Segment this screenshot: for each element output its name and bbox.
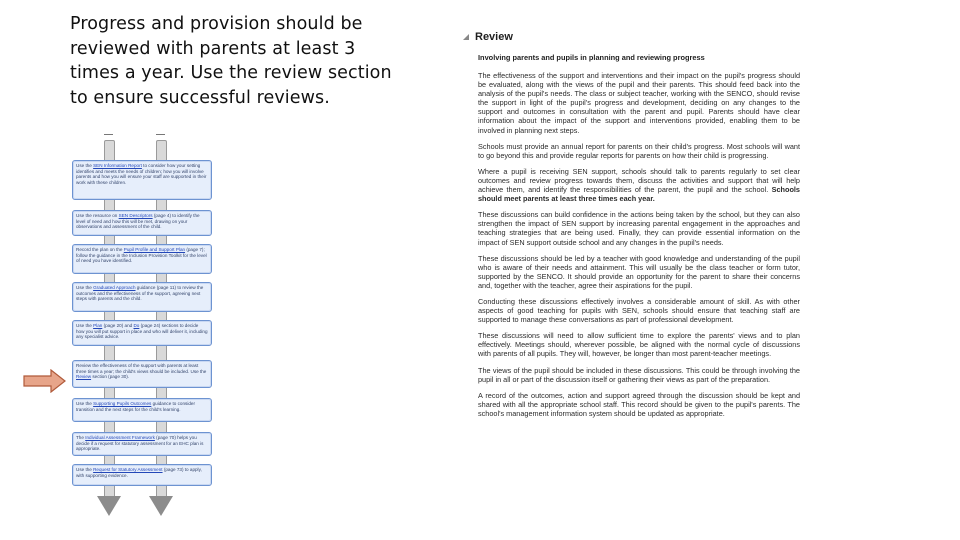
flow-link[interactable]: Supporting Pupils Outcomes xyxy=(93,401,152,406)
down-arrow-icon xyxy=(149,496,173,516)
doc-heading: Review xyxy=(475,31,513,43)
doc-paragraph: A record of the outcomes, action and support agreed through the discussion should be kept and shared with all the appropriate school staff. This record should be given to the pupil's parents. The school's management information system should be updated as appropriate. xyxy=(478,390,800,418)
flow-step-3: Record the plan on the Pupil Profile and Support Plan (page 7); follow the guidance in the Inclusion Provision Toolkit for the level of need you have identified. xyxy=(72,244,212,274)
doc-subheading: Involving parents and pupils in planning and reviewing progress xyxy=(478,53,705,62)
flow-step-7: Use the Supporting Pupils Outcomes guidance to consider transition and the next steps for the child's learning. xyxy=(72,398,212,422)
doc-header xyxy=(463,31,804,43)
right-arrow-icon xyxy=(23,369,67,393)
flow-link[interactable]: Pupil Profile and Support Plan xyxy=(123,247,186,252)
flow-step-2: Use the resource on SEN Descriptors (page 4) to identify the level of need and how this will be met, drawing on your observations and assessment of the child. xyxy=(72,210,212,236)
doc-paragraph: These discussions can build confidence in the actions being taken by the school, but they can also strengthen the impact of SEN support by increasing parental engagement in the approaches and teaching strategies that are being used. Finally, they can provide essential information on the impact of SEN support outside school and any changes in the pupil's needs. xyxy=(478,210,800,247)
collapse-triangle-icon[interactable] xyxy=(463,34,469,40)
flow-link[interactable]: Review xyxy=(76,374,92,380)
flow-step-5: Use the Plan (page 20) and Do (page 24) sections to decide how you will put support in place and who will deliver it, including any specialist advice. xyxy=(72,320,212,346)
flowchart xyxy=(70,140,220,525)
flow-link[interactable]: Do xyxy=(133,323,140,328)
doc-paragraph: Where a pupil is receiving SEN support, schools should talk to parents regularly to set clear outcomes and review progress towards them, discuss the activities and support that will help achieve them, and identify the responsibilities of the parent, the pupil and the school. Schools should meet parents at least three times each year. xyxy=(478,166,800,204)
flow-link[interactable]: Graduated Approach xyxy=(93,285,136,290)
doc-paragraph: Conducting these discussions effectively involves a considerable amount of skill. As with other aspects of good teaching for pupils with SEN, schools should ensure that teaching staff are supported to manage these conversations as part of professional development. xyxy=(478,296,800,325)
flow-link[interactable]: Request for Statutory Assessment xyxy=(93,467,163,472)
intro-text: Progress and provision should be reviewed with parents at least 3 times a year. Use the review section to ensure successful reviews. xyxy=(70,14,392,108)
doc-bold-sentence: Schools should meet parents at least three times each year. xyxy=(478,185,800,204)
flow-step-1: Use the SEN Information Report to consider how your setting identifies and meets the needs of children; how you will involve parents and how you will ensure your staff are supported in their work with these children. xyxy=(72,160,212,200)
flow-step-6: Review the effectiveness of the support with parents at least three times a year; the child's views should be included. Use the Review section (page 30). xyxy=(72,360,212,388)
document-page xyxy=(457,26,804,516)
doc-paragraph: Schools must provide an annual report for parents on their child's progress. Most schools will want to go beyond this and provide regular reports for parents on how their child is progressing. xyxy=(478,141,800,160)
doc-paragraph: The views of the pupil should be included in these discussions. This could be through involving the pupil in all or part of the discussion itself or gathering their views as part of the preparation. xyxy=(478,365,800,384)
flow-step-8: The Individual Assessment Framework (page 70) helps you decide if a request for statutory assessment for an EHC plan is appropriate. xyxy=(72,432,212,456)
doc-paragraph: These discussions should be led by a teacher with good knowledge and understanding of the pupil who is aware of their needs and attainment. This will usually be the class teacher or form tutor, supported by the SENCO. It should provide an opportunity for the parent to share their concerns and, together with the teacher, agree their aspirations for the pupil. xyxy=(478,253,800,290)
flow-step-9: Use the Request for Statutory Assessment (page 73) to apply, with supporting evidence. xyxy=(72,464,212,486)
flow-link[interactable]: SEN Descriptors xyxy=(118,213,153,218)
flow-step-4: Use the Graduated Approach guidance (page 11) to review the outcomes and the effectiveness of the support, agreeing next steps with parents and the child. xyxy=(72,282,212,312)
flow-link[interactable]: Individual Assessment Framework xyxy=(85,435,155,440)
flow-link[interactable]: Plan xyxy=(93,323,103,328)
down-arrow-icon xyxy=(97,496,121,516)
doc-paragraph: The effectiveness of the support and interventions and their impact on the pupil's progress should be evaluated, along with the views of the pupil and their parents. This should feed back into the analysis of the pupil's needs. The class or subject teacher, working with the SENCO, should revise the support in light of the pupil's progress and development, deciding on any changes to the support and outcomes in consultation with the parent and pupil. Parents should have clear information about the impact of the support and interventions provided, enabling them to be involved in planning next steps. xyxy=(478,71,800,135)
flow-link[interactable]: SEN Information Report xyxy=(93,163,142,168)
doc-paragraph: These discussions will need to allow sufficient time to explore the parents' views and to plan effectively. Meetings should, wherever possible, be aligned with the normal cycle of discussions with parents of all pupils. They will, however, be longer than most parent-teacher meetings. xyxy=(478,331,800,359)
